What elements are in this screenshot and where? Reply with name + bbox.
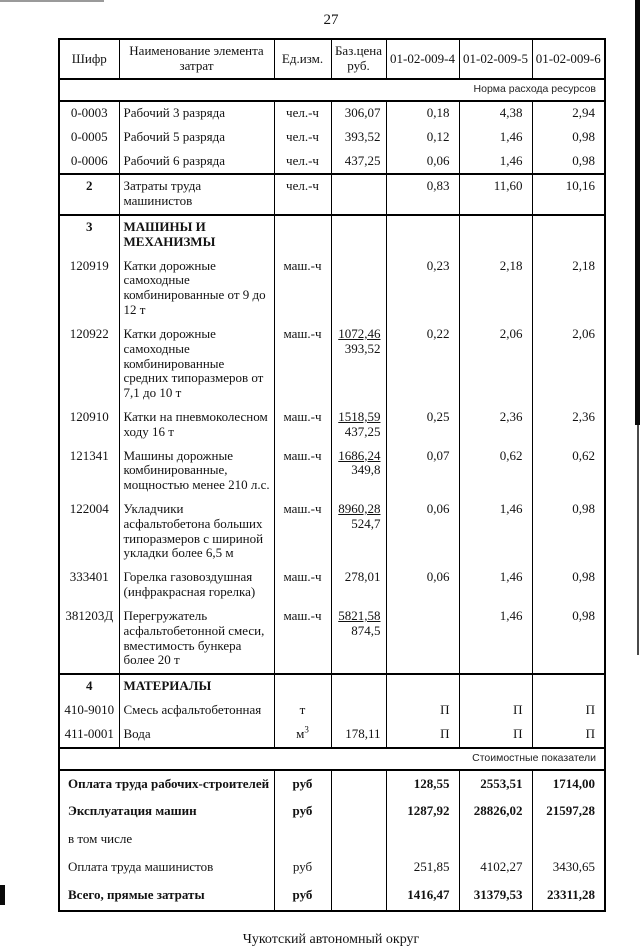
cell-code: 0-0006 [59, 150, 119, 175]
cell-value: 4,38 [459, 101, 532, 126]
cell-value: 0,06 [386, 150, 459, 175]
cell-unit: маш.-ч [274, 255, 331, 323]
cell-value: 1714,00 [532, 770, 605, 799]
cost-row [59, 882, 605, 911]
cell-unit: чел.-ч [274, 126, 331, 150]
cell-code: 120910 [59, 406, 119, 445]
cell-value [459, 215, 532, 255]
cell-value [459, 674, 532, 699]
cell-value: 0,98 [532, 126, 605, 150]
cell-label: в том числе [59, 826, 274, 854]
base-price-base: 524,7 [351, 515, 381, 531]
cost-estimate-table [58, 38, 606, 912]
cell-value: 3430,65 [532, 854, 605, 882]
cell-value: 1,46 [459, 126, 532, 150]
cell-code: 0-0005 [59, 126, 119, 150]
cell-value: 0,98 [532, 498, 605, 566]
costs-band [59, 748, 605, 770]
footer-region-label: Чукотский автономный округ [242, 931, 420, 947]
base-price-base: 874,5 [351, 622, 381, 638]
cell-base-price [331, 854, 386, 882]
base-price-current: 1518,59 [338, 408, 381, 424]
cell-value: 1,46 [459, 498, 532, 566]
table-body [59, 79, 605, 911]
base-price-current: 1072,46 [338, 325, 381, 341]
cell-name: Машины дорожные комбинированные, мощностью менее 210 л.с. [119, 445, 274, 498]
cell-value [386, 215, 459, 255]
cost-row [59, 798, 605, 826]
cell-unit: маш.-ч [274, 445, 331, 498]
cell-name: Катки дорожные самоходные комбинированные от 9 до 12 т [119, 255, 274, 323]
cell-value: 0,98 [532, 566, 605, 605]
cell-value: 1287,92 [386, 798, 459, 826]
cell-value: 0,62 [459, 445, 532, 498]
cell-base-price [331, 882, 386, 911]
cell-value: 1416,47 [386, 882, 459, 911]
cell-value: 0,23 [386, 255, 459, 323]
cell-unit: руб [274, 798, 331, 826]
unit-superscript: 3 [304, 724, 309, 735]
cell-base-price [331, 798, 386, 826]
header-row [59, 39, 605, 79]
table-row [59, 498, 605, 566]
cell-name: Рабочий 5 разряда [119, 126, 274, 150]
table-row [59, 150, 605, 175]
table-row [59, 323, 605, 406]
cell-base-price [331, 445, 386, 498]
cell-value: 0,22 [386, 323, 459, 406]
cell-value: П [386, 723, 459, 748]
cell-value: П [459, 699, 532, 723]
resources-band-label: Норма расхода ресурсов [59, 79, 605, 101]
cell-value: 28826,02 [459, 798, 532, 826]
column-header: Баз.цена руб. [331, 39, 386, 79]
table-row [59, 699, 605, 723]
cell-value: 10,16 [532, 174, 605, 215]
cell-base-price [331, 406, 386, 445]
cell-value: 0,98 [532, 150, 605, 175]
cell-base-price: 278,01 [331, 566, 386, 605]
base-price-base: 349,8 [351, 462, 381, 478]
cell-code: 4 [59, 674, 119, 699]
cell-value [386, 674, 459, 699]
page-number: 27 [323, 12, 339, 28]
table-row [59, 445, 605, 498]
cell-code: 120922 [59, 323, 119, 406]
cell-value: 2,18 [459, 255, 532, 323]
cell-unit: руб [274, 854, 331, 882]
cell-value: 0,07 [386, 445, 459, 498]
table-row [59, 255, 605, 323]
cell-value: 11,60 [459, 174, 532, 215]
scan-artifact-right-edge [635, 0, 640, 425]
cell-base-price [331, 498, 386, 566]
cell-name: Горелка газовоздушная (инфракрасная горелка) [119, 566, 274, 605]
cell-name: Катки дорожные самоходные комбинированные средних типоразмеров от 7,1 до 10 т [119, 323, 274, 406]
base-price-base: 393,52 [344, 340, 381, 356]
cell-unit [274, 674, 331, 699]
base-price-current: 5821,58 [338, 607, 381, 623]
cell-unit: маш.-ч [274, 566, 331, 605]
cost-row [59, 770, 605, 799]
scan-artifact-bottom-left [0, 885, 5, 905]
table-header [59, 39, 605, 79]
column-header: 01-02-009-6 [532, 39, 605, 79]
table-row [59, 174, 605, 215]
cell-unit: маш.-ч [274, 406, 331, 445]
cell-value: 2,06 [532, 323, 605, 406]
cell-value: 0,25 [386, 406, 459, 445]
cell-value: 0,12 [386, 126, 459, 150]
cell-name: Рабочий 6 разряда [119, 150, 274, 175]
cell-value [459, 826, 532, 854]
cell-unit [274, 215, 331, 255]
cell-code: 122004 [59, 498, 119, 566]
cell-value [386, 605, 459, 674]
cell-code: 2 [59, 174, 119, 215]
table-row [59, 566, 605, 605]
cell-value: 0,98 [532, 605, 605, 674]
cell-base-price [331, 174, 386, 215]
cell-base-price: 178,11 [331, 723, 386, 748]
cell-value [386, 826, 459, 854]
table-row [59, 674, 605, 699]
cell-value: 2,18 [532, 255, 605, 323]
base-price-base: 437,25 [344, 423, 381, 439]
cost-row [59, 826, 605, 854]
scan-artifact-top-edge [0, 0, 104, 2]
cell-code: 3 [59, 215, 119, 255]
cell-value: 2,36 [532, 406, 605, 445]
cell-unit [274, 826, 331, 854]
cell-value: 128,55 [386, 770, 459, 799]
cell-unit: чел.-ч [274, 101, 331, 126]
cell-value: 251,85 [386, 854, 459, 882]
cell-value: 2,94 [532, 101, 605, 126]
cell-base-price: 306,07 [331, 101, 386, 126]
cell-value: 0,06 [386, 566, 459, 605]
cell-unit: маш.-ч [274, 498, 331, 566]
cell-base-price: 437,25 [331, 150, 386, 175]
cell-base-price [331, 215, 386, 255]
cell-label: Эксплуатация машин [59, 798, 274, 826]
scan-artifact-right-edge-thin [637, 425, 639, 655]
cell-unit: маш.-ч [274, 323, 331, 406]
table-row [59, 605, 605, 674]
cell-code: 410-9010 [59, 699, 119, 723]
cell-value [532, 215, 605, 255]
cell-base-price: 393,52 [331, 126, 386, 150]
cell-value: 2,06 [459, 323, 532, 406]
cell-value: 4102,27 [459, 854, 532, 882]
cell-code: 120919 [59, 255, 119, 323]
cell-value: П [386, 699, 459, 723]
column-header: Шифр [59, 39, 119, 79]
cell-base-price [331, 826, 386, 854]
cell-value: 0,62 [532, 445, 605, 498]
cell-name: Перегружатель асфальтобетонной смеси, вместимость бункера более 20 т [119, 605, 274, 674]
cell-code: 0-0003 [59, 101, 119, 126]
table-row [59, 406, 605, 445]
cell-label: Всего, прямые затраты [59, 882, 274, 911]
cost-row [59, 854, 605, 882]
table-row [59, 723, 605, 748]
cell-name: Вода [119, 723, 274, 748]
cell-name: Катки на пневмоколесном ходу 16 т [119, 406, 274, 445]
cell-value: 1,46 [459, 605, 532, 674]
cell-value: 0,83 [386, 174, 459, 215]
cell-code: 121341 [59, 445, 119, 498]
cell-value [532, 674, 605, 699]
cell-value: 1,46 [459, 150, 532, 175]
cell-value: 23311,28 [532, 882, 605, 911]
column-header: Ед.изм. [274, 39, 331, 79]
column-header: Наименование элемента затрат [119, 39, 274, 79]
cell-name: Смесь асфальтобетонная [119, 699, 274, 723]
table-row [59, 215, 605, 255]
cell-value: П [532, 699, 605, 723]
column-header: 01-02-009-4 [386, 39, 459, 79]
cell-value: 0,06 [386, 498, 459, 566]
cell-name: Рабочий 3 разряда [119, 101, 274, 126]
cell-name: МАТЕРИАЛЫ [119, 674, 274, 699]
cell-value: П [532, 723, 605, 748]
cell-value: 0,18 [386, 101, 459, 126]
cell-unit: чел.-ч [274, 174, 331, 215]
cell-name: МАШИНЫ И МЕХАНИЗМЫ [119, 215, 274, 255]
cell-code: 333401 [59, 566, 119, 605]
cell-base-price [331, 323, 386, 406]
costs-band-label: Стоимостные показатели [59, 748, 605, 770]
cell-label: Оплата труда рабочих-строителей [59, 770, 274, 799]
table-row [59, 101, 605, 126]
cell-value: 1,46 [459, 566, 532, 605]
cell-value [532, 826, 605, 854]
cell-unit: $м^3$ [274, 723, 331, 748]
table-row [59, 126, 605, 150]
cell-value: 2,36 [459, 406, 532, 445]
cell-name: Укладчики асфальтобетона больших типоразмеров с шириной укладки более 6,5 м [119, 498, 274, 566]
cell-label: Оплата труда машинистов [59, 854, 274, 882]
cell-value: 31379,53 [459, 882, 532, 911]
cell-base-price [331, 674, 386, 699]
cell-unit: руб [274, 882, 331, 911]
resources-band [59, 79, 605, 101]
cell-base-price [331, 255, 386, 323]
cell-unit: т [274, 699, 331, 723]
base-price-current: 1686,24 [338, 447, 381, 463]
cell-unit: чел.-ч [274, 150, 331, 175]
cell-value: П [459, 723, 532, 748]
cell-base-price [331, 605, 386, 674]
cell-base-price [331, 770, 386, 799]
cell-value: 21597,28 [532, 798, 605, 826]
cell-code: 381203Д [59, 605, 119, 674]
column-header: 01-02-009-5 [459, 39, 532, 79]
cell-unit: руб [274, 770, 331, 799]
cell-base-price [331, 699, 386, 723]
cell-unit: маш.-ч [274, 605, 331, 674]
cell-value: 2553,51 [459, 770, 532, 799]
cell-name: Затраты труда машинистов [119, 174, 274, 215]
base-price-current: 8960,28 [338, 501, 381, 517]
cell-code: 411-0001 [59, 723, 119, 748]
